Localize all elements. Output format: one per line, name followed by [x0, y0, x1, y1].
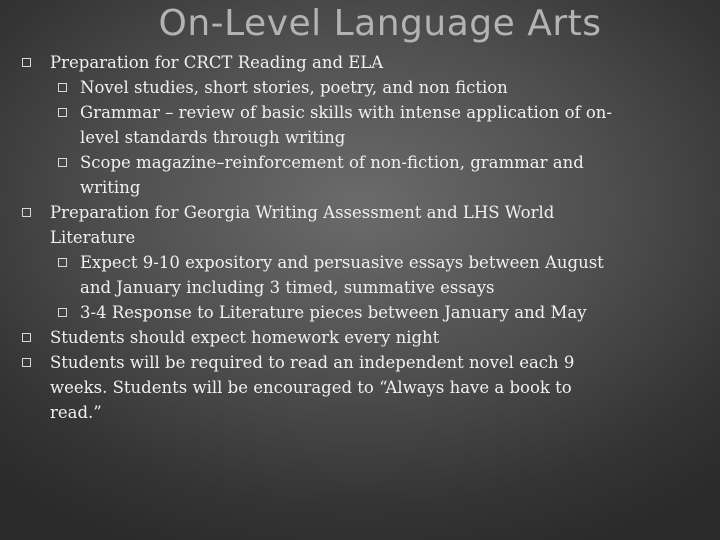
sub-bullet-text: Grammar – review of basic skills with intense application of on-level standards through writing	[80, 103, 613, 147]
sub-bullet-item	[54, 100, 622, 150]
sub-bullet-item	[54, 300, 622, 325]
square-bullet-icon	[22, 333, 31, 342]
bullet-text: Students will be required to read an independent novel each 9 weeks. Students will be encouraged to “Always have a book to read.”	[50, 353, 575, 422]
square-bullet-icon	[22, 208, 31, 217]
bullet-text: Preparation for Georgia Writing Assessment and LHS World Literature	[50, 203, 555, 247]
slide-body	[22, 50, 622, 425]
bullet-text: Students should expect homework every night	[50, 328, 440, 347]
bullet-item-independent-novel	[22, 350, 622, 425]
bullet-item-writing-assessment	[22, 200, 622, 250]
square-bullet-icon	[22, 58, 31, 67]
sub-bullet-item	[54, 250, 622, 300]
square-bullet-icon	[58, 158, 67, 167]
sub-bullet-text: Expect 9-10 expository and persuasive essays between August and January including 3 timed, summative essays	[80, 253, 604, 297]
square-bullet-icon	[58, 258, 67, 267]
bullet-text: Preparation for CRCT Reading and ELA	[50, 53, 384, 72]
slide-title: On-Level Language Arts	[158, 3, 602, 44]
bullet-item-crct	[22, 50, 622, 75]
sub-bullet-text: 3-4 Response to Literature pieces between January and May	[80, 303, 587, 322]
sub-bullet-text: Scope magazine–reinforcement of non-fiction, grammar and writing	[80, 153, 584, 197]
sub-bullet-text: Novel studies, short stories, poetry, and non fiction	[80, 78, 508, 97]
sub-bullet-item	[54, 75, 622, 100]
bullet-item-homework	[22, 325, 622, 350]
square-bullet-icon	[22, 358, 31, 367]
square-bullet-icon	[58, 83, 67, 92]
square-bullet-icon	[58, 108, 67, 117]
square-bullet-icon	[58, 308, 67, 317]
sub-bullet-item	[54, 150, 622, 200]
